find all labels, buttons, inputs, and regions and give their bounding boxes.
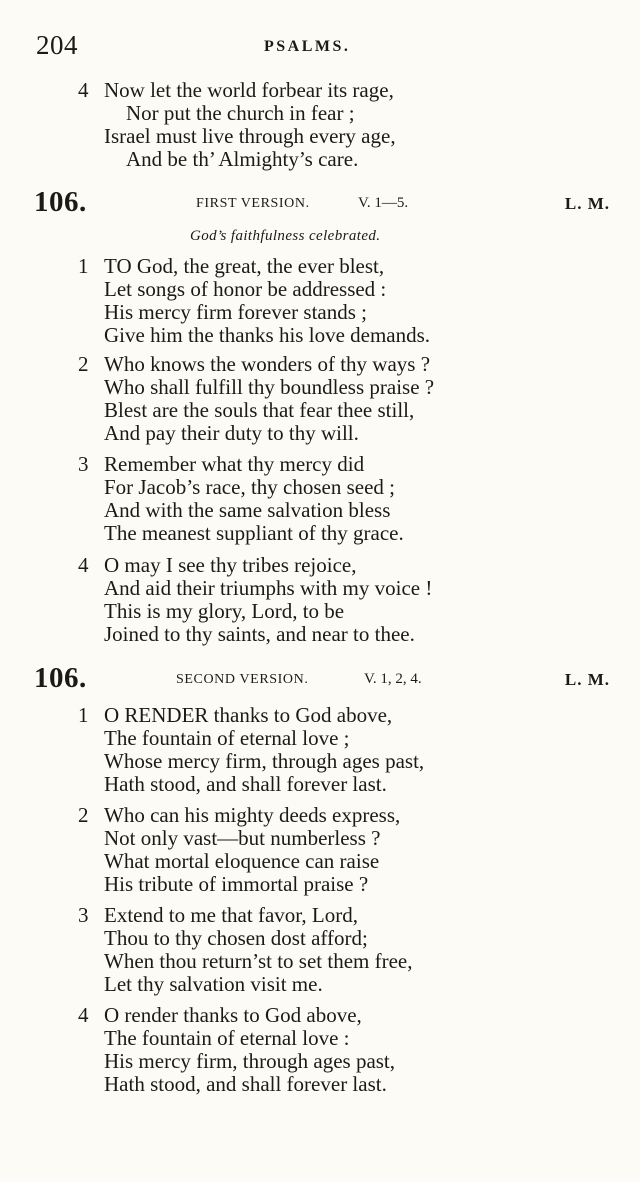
verse-line: Whose mercy firm, through ages past, bbox=[104, 749, 425, 773]
hymn-number: 106. bbox=[34, 186, 87, 218]
verse-line: And aid their triumphs with my voice ! bbox=[104, 576, 433, 600]
verse-line: Not only vast—but numberless ? bbox=[104, 826, 381, 850]
verse-line: And with the same salvation bless bbox=[104, 498, 391, 522]
verse-line: The fountain of eternal love : bbox=[104, 1026, 350, 1050]
verse-line: Now let the world forbear its rage, bbox=[104, 78, 394, 102]
stanza-number: 2 bbox=[78, 803, 89, 827]
verse-line: His mercy firm forever stands ; bbox=[104, 300, 368, 324]
hymn-meter: L. M. bbox=[564, 194, 610, 213]
stanza-number: 1 bbox=[78, 254, 89, 278]
page-number: 204 bbox=[36, 30, 78, 60]
verse-line: O RENDER thanks to God above, bbox=[104, 703, 393, 727]
verse-line: Thou to thy chosen dost afford; bbox=[104, 926, 368, 950]
verse-line: Remember what thy mercy did bbox=[104, 452, 365, 476]
verse-line: Who can his mighty deeds express, bbox=[104, 803, 401, 827]
verse-line: When thou return’st to set them free, bbox=[104, 949, 413, 973]
verse-line: His tribute of immortal praise ? bbox=[104, 872, 369, 896]
hymn-version: FIRST VERSION. bbox=[196, 196, 310, 211]
stanza-number: 4 bbox=[78, 1003, 89, 1027]
hymn-subtitle: God’s faithfulness celebrated. bbox=[190, 228, 381, 244]
running-head bbox=[36, 26, 604, 60]
verse-line: O may I see thy tribes rejoice, bbox=[104, 553, 357, 577]
stanza-number: 4 bbox=[78, 78, 89, 102]
verse-line: Joined to thy saints, and near to thee. bbox=[104, 622, 415, 646]
verse-line: O render thanks to God above, bbox=[104, 1003, 362, 1027]
verse-line: The fountain of eternal love ; bbox=[104, 726, 350, 750]
hymn-header bbox=[34, 662, 610, 698]
verse-line: Extend to me that favor, Lord, bbox=[104, 903, 358, 927]
stanza-number: 3 bbox=[78, 452, 89, 476]
verse-line: Hath stood, and shall forever last. bbox=[104, 772, 387, 796]
stanza-number: 2 bbox=[78, 352, 89, 376]
hymn-meter: L. M. bbox=[564, 670, 610, 689]
hymn-header bbox=[34, 186, 610, 222]
verse-line: For Jacob’s race, thy chosen seed ; bbox=[104, 475, 395, 499]
verse-line: And pay their duty to thy will. bbox=[104, 421, 359, 445]
verse-line: This is my glory, Lord, to be bbox=[104, 599, 345, 623]
running-title: PSALMS. bbox=[264, 38, 351, 55]
hymn-verses: V. 1—5. bbox=[358, 195, 409, 211]
verse-line: Who shall fulfill thy boundless praise ? bbox=[104, 375, 435, 399]
verse-line: Israel must live through every age, bbox=[104, 124, 396, 148]
verse-line: Let songs of honor be addressed : bbox=[104, 277, 387, 301]
hymn-version: SECOND VERSION. bbox=[176, 672, 309, 687]
verse-line: Blest are the souls that fear thee still, bbox=[104, 398, 415, 422]
hymn-number: 106. bbox=[34, 662, 87, 694]
verse-line: His mercy firm, through ages past, bbox=[104, 1049, 396, 1073]
verse-line: TO God, the great, the ever blest, bbox=[104, 254, 385, 278]
verse-line: Let thy salvation visit me. bbox=[104, 972, 323, 996]
verse-line: Hath stood, and shall forever last. bbox=[104, 1072, 387, 1096]
verse-line: And be th’ Almighty’s care. bbox=[126, 147, 359, 171]
verse-line: Give him the thanks his love demands. bbox=[104, 323, 431, 347]
verse-line: What mortal eloquence can raise bbox=[104, 849, 380, 873]
verse-line: Nor put the church in fear ; bbox=[126, 101, 355, 125]
stanza-number: 3 bbox=[78, 903, 89, 927]
hymn-verses: V. 1, 2, 4. bbox=[364, 671, 422, 687]
stanza-number: 4 bbox=[78, 553, 89, 577]
verse-line: The meanest suppliant of thy grace. bbox=[104, 521, 404, 545]
stanza-number: 1 bbox=[78, 703, 89, 727]
verse-line: Who knows the wonders of thy ways ? bbox=[104, 352, 431, 376]
